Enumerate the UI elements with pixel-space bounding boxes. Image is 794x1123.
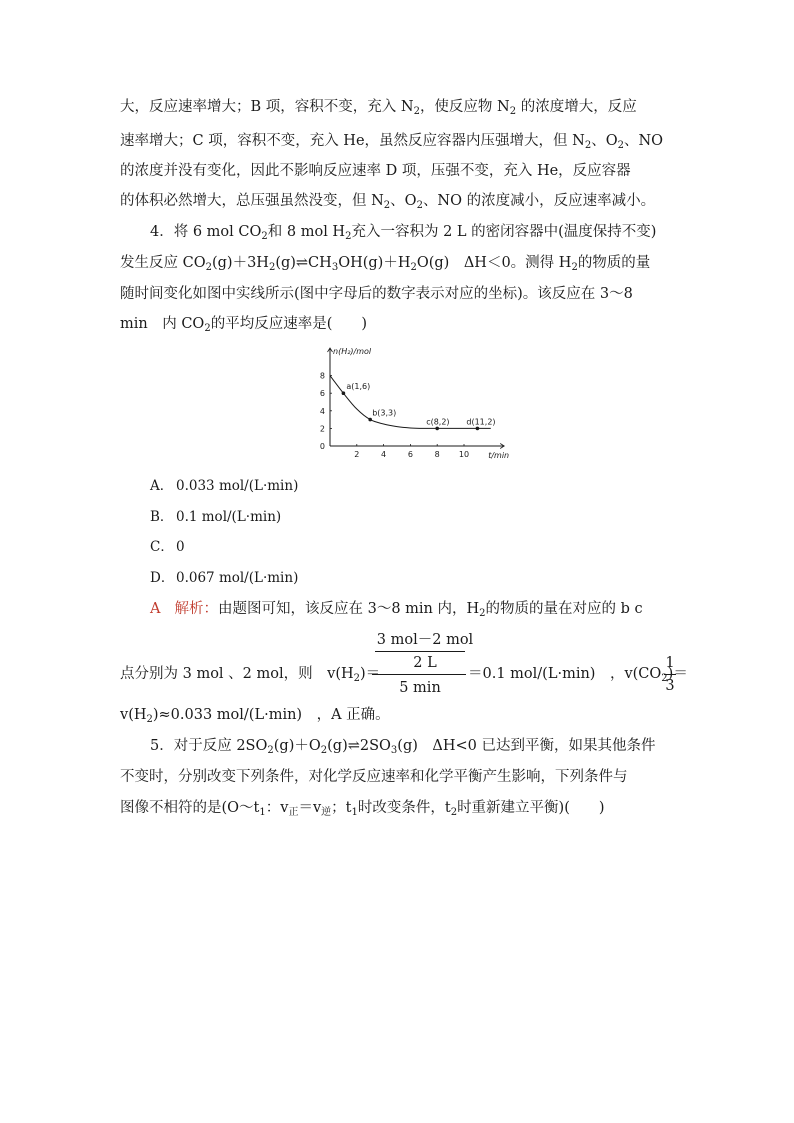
option-d: D． 0.067 mol/(L·min) bbox=[150, 570, 299, 586]
option-b: B． 0.1 mol/(L·min) bbox=[150, 509, 282, 525]
y-tick-label: 0 bbox=[319, 442, 325, 451]
y-tick-label: 8 bbox=[319, 371, 325, 381]
data-point-3 bbox=[476, 427, 480, 431]
answer-letter: A bbox=[150, 601, 161, 617]
option-c: C． 0 bbox=[150, 539, 185, 555]
prev-text-line-1: 大，反应速率增大；B 项，容积不变，充入 $N_2$，使反应物 $N_2$ 的浓度增大，反应 bbox=[120, 99, 637, 117]
q5-stem-line-3: 图像不相符的是($O\sim t_1$：$v_正=v_逆$；$t_1$时改变条件，$t_2$时重新建立平衡)( ) bbox=[120, 800, 605, 818]
q4-stem-line-1: 4．将 6 mol $CO_2$和 8 mol $H_2$充入一容积为 2 L 的密闭容器中(温度保持不变) bbox=[150, 224, 657, 242]
data-point-label-1: b(3,3) bbox=[372, 408, 397, 418]
analysis-line-1: A 解析：由题图可知，该反应在 3～8 min 内，$H_2$的物质的量在对应的 b c bbox=[150, 601, 643, 619]
x-tick-label: 6 bbox=[407, 450, 413, 459]
x-tick-label: 4 bbox=[381, 450, 387, 459]
data-point-label-0: a(1,6) bbox=[346, 382, 371, 392]
prev-text-line-4: 的体积必然增大，总压强虽然没变，但 $N_2$、$O_2$、NO 的浓度减小，反应速率减小。 bbox=[120, 193, 656, 211]
data-point-label-3: d(11,2) bbox=[466, 417, 496, 427]
y-tick-label: 6 bbox=[319, 389, 325, 399]
y-tick-label: 4 bbox=[319, 406, 325, 416]
data-point-label-2: c(8,2) bbox=[426, 417, 450, 427]
q4-stem-line-4: min 内 $CO_2$的平均反应速率是( ) bbox=[120, 316, 368, 334]
one-third-numerator: 1 bbox=[665, 655, 675, 671]
frac-inner-bar bbox=[375, 651, 465, 652]
option-a: A． 0.033 mol/(L·min) bbox=[150, 478, 299, 494]
analysis-line-3: $v(H_2)\approx 0.033$ mol/(L·min) ，A 正确。 bbox=[120, 707, 390, 725]
analysis-line-2b: ＝0.1 mol/(L·min) ，$v(CO_2)=$ bbox=[468, 666, 688, 684]
y-axis-label: n(H₂)/mol bbox=[333, 347, 372, 356]
h2-amount-chart bbox=[312, 342, 512, 464]
one-third-denominator: 3 bbox=[665, 678, 675, 694]
analysis-tag: 解析： bbox=[174, 601, 218, 617]
x-tick-label: 2 bbox=[354, 450, 360, 459]
q4-stem-line-2: 发生反应 $CO_2(g)+3H_2(g)\rightleftharpoons CH_3OH(g)+H_2O(g)$ ΔH＜0。测得 $H_2$的物质的量 bbox=[120, 255, 651, 273]
q5-stem-line-2: 不变时，分别改变下列条件，对化学反应速率和化学平衡产生影响，下列条件与 bbox=[120, 769, 628, 785]
data-point-2 bbox=[435, 427, 439, 431]
one-third-bar bbox=[664, 674, 676, 675]
analysis-line-2a: 点分别为 3 mol 、2 mol，则 $v(H_2)=$ bbox=[120, 666, 381, 684]
prev-text-line-2: 速率增大；C 项，容积不变，充入 He，虽然反应容器内压强增大，但 $N_2$、$O_2$、NO bbox=[120, 133, 664, 151]
prev-text-line-3: 的浓度并没有变化，因此不影响反应速率 D 项，压强不变，充入 He，反应容器 bbox=[120, 163, 631, 179]
data-point-0 bbox=[342, 391, 346, 395]
frac-numerator: 3 mol－2 mol bbox=[376, 632, 474, 648]
q5-stem-line-1: 5．对于反应 $2SO_2(g)+O_2(g)\rightleftharpoons 2SO_3(g)$ ΔH<0 已达到平衡，如果其他条件 bbox=[150, 738, 656, 756]
x-axis-label: t/min bbox=[488, 451, 510, 460]
frac-denominator: 5 min bbox=[399, 680, 441, 696]
x-tick-label: 10 bbox=[458, 450, 470, 459]
q4-stem-line-3: 随时间变化如图中实线所示(图中字母后的数字表示对应的坐标)。该反应在 3～8 bbox=[120, 286, 633, 302]
data-point-1 bbox=[368, 418, 372, 422]
y-tick-label: 2 bbox=[319, 424, 325, 434]
frac-inner-denominator: 2 L bbox=[413, 655, 437, 671]
x-tick-label: 8 bbox=[434, 450, 440, 459]
